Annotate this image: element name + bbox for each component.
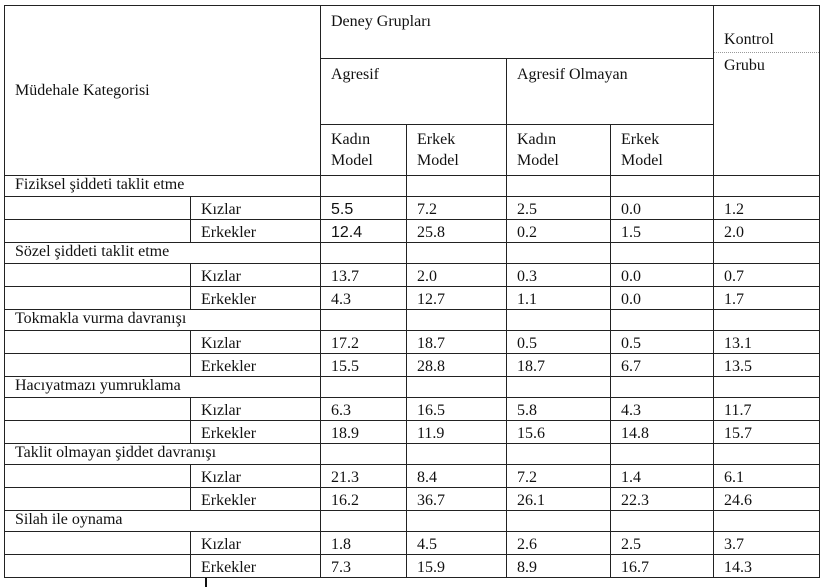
empty-cell [5,220,191,243]
deney-gruplari-header [321,6,714,59]
empty-cell [321,310,407,331]
value-cell: 0.5 [507,331,611,354]
empty-cell [611,377,714,398]
value-cell: 36.7 [407,488,507,511]
category-name: Taklit olmayan şiddet davranışı [15,444,217,461]
category-label [5,243,321,264]
value-cell: 0.7 [714,264,820,287]
value-cell: 15.5 [321,354,407,377]
category-row [5,176,820,197]
empty-cell [5,287,191,310]
value-cell: 2.6 [507,532,611,555]
value-cell: 8.4 [407,465,507,488]
empty-cell [714,243,820,264]
value-cell: 4.3 [321,287,407,310]
value-cell: 1.8 [321,532,407,555]
category-row [5,310,820,331]
value-cell: 0.0 [611,264,714,287]
group-label: Kızlar [191,532,321,555]
empty-cell [611,511,714,532]
value-cell: 0.0 [611,287,714,310]
value-cell: 21.3 [321,465,407,488]
value-cell: 18.9 [321,421,407,444]
erkek-text: Erkek [621,131,660,148]
deney-gruplari-text: Deney Grupları [331,13,431,30]
group-label: Erkekler [191,555,321,578]
value-cell: 3.7 [714,532,820,555]
table-row [5,398,820,421]
erkek-text: Erkek [417,131,456,148]
table-row [5,421,820,444]
value-cell: 15.9 [407,555,507,578]
empty-cell [507,176,611,197]
empty-cell [611,243,714,264]
group-label: Erkekler [191,220,321,243]
value-cell: 4.5 [407,532,507,555]
category-name: Sözel şiddeti taklit etme [15,243,170,260]
table-row [5,264,820,287]
value-cell: 17.2 [321,331,407,354]
empty-cell [5,264,191,287]
value-cell: 6.3 [321,398,407,421]
value-cell: 2.0 [714,220,820,243]
value-cell: 2.0 [407,264,507,287]
dotted-divider [714,52,819,53]
empty-cell [407,444,507,465]
value-cell: 13.7 [321,264,407,287]
empty-cell [611,176,714,197]
category-name: Silah ile oynama [15,511,123,528]
agresif-kadin-model-header [321,125,407,176]
value-cell: 1.5 [611,220,714,243]
category-label [5,310,321,331]
value-cell: 7.2 [507,465,611,488]
value-cell: 12.7 [407,287,507,310]
data-table [4,5,820,578]
empty-cell [321,176,407,197]
kontrol-text: Kontrol [724,31,774,48]
model-text: Model [517,152,559,169]
value-cell: 5.8 [507,398,611,421]
value-cell: 0.2 [507,220,611,243]
kontrol-grubu-header [714,6,820,176]
empty-cell [407,243,507,264]
category-name: Tokmakla vurma davranışı [15,310,187,327]
empty-cell [507,310,611,331]
category-label [5,511,321,532]
empty-cell [5,532,191,555]
value-cell: 26.1 [507,488,611,511]
agresif-olmayan-header [507,59,714,125]
value-cell: 18.7 [407,331,507,354]
agresif-erkek-model-header [407,125,507,176]
table-row [5,465,820,488]
empty-cell [321,243,407,264]
empty-cell [321,377,407,398]
value-cell: 4.3 [611,398,714,421]
group-label: Kızlar [191,398,321,421]
group-label: Kızlar [191,465,321,488]
empty-cell [507,377,611,398]
table-row [5,532,820,555]
value-cell: 13.5 [714,354,820,377]
model-text: Model [331,152,373,169]
empty-cell [714,511,820,532]
agresif-header [321,59,507,125]
empty-cell [507,243,611,264]
kadin-text: Kadın [517,131,557,148]
value-cell: 12.4 [321,220,407,243]
value-cell: 2.5 [611,532,714,555]
agresif-olmayan-text: Agresif Olmayan [517,66,628,83]
empty-cell [714,310,820,331]
value-cell: 14.3 [714,555,820,578]
table-row [5,197,820,220]
grubu-text: Grubu [724,57,765,74]
value-cell: 13.1 [714,331,820,354]
empty-cell [5,488,191,511]
group-label: Erkekler [191,287,321,310]
value-cell: 28.8 [407,354,507,377]
empty-cell [5,398,191,421]
group-label: Erkekler [191,488,321,511]
empty-cell [407,511,507,532]
value-cell: 0.0 [611,197,714,220]
category-row [5,511,820,532]
table-row [5,555,820,578]
value-cell: 7.2 [407,197,507,220]
row-label-header-text: Müdehale Kategorisi [15,81,150,99]
value-cell: 11.9 [407,421,507,444]
empty-cell [5,197,191,220]
empty-cell [407,176,507,197]
empty-cell [611,310,714,331]
value-cell: 25.8 [407,220,507,243]
value-cell: 16.2 [321,488,407,511]
group-label: Kızlar [191,197,321,220]
value-cell: 24.6 [714,488,820,511]
value-cell: 1.2 [714,197,820,220]
empty-cell [321,444,407,465]
value-cell: 11.7 [714,398,820,421]
empty-cell [714,444,820,465]
empty-cell [407,377,507,398]
value-cell: 2.5 [507,197,611,220]
model-text: Model [621,152,663,169]
value-cell: 1.1 [507,287,611,310]
value-cell: 1.4 [611,465,714,488]
category-row [5,243,820,264]
value-cell: 16.7 [611,555,714,578]
category-name: Hacıyatmazı yumruklama [15,377,181,394]
category-label [5,444,321,465]
text-cursor-mark [205,578,207,587]
empty-cell [507,444,611,465]
value-cell: 6.1 [714,465,820,488]
empty-cell [5,354,191,377]
row-label-header [5,6,321,176]
table-row [5,287,820,310]
kadin-text: Kadın [331,131,371,148]
category-row [5,444,820,465]
group-label: Kızlar [191,331,321,354]
value-cell: 1.7 [714,287,820,310]
empty-cell [714,176,820,197]
table-row [5,488,820,511]
table-row [5,331,820,354]
value-cell: 8.9 [507,555,611,578]
agresif-olmayan-kadin-model-header [507,125,611,176]
value-cell: 0.5 [611,331,714,354]
header-row-1 [5,6,820,59]
value-cell: 6.7 [611,354,714,377]
group-label: Erkekler [191,421,321,444]
value-cell: 15.7 [714,421,820,444]
category-label [5,377,321,398]
value-cell: 14.8 [611,421,714,444]
model-text: Model [417,152,459,169]
category-row [5,377,820,398]
value-cell: 18.7 [507,354,611,377]
value-cell: 0.3 [507,264,611,287]
agresif-text: Agresif [331,66,379,83]
value-cell: 22.3 [611,488,714,511]
category-name: Fiziksel şiddeti taklit etme [15,176,185,193]
agresif-olmayan-erkek-model-header [611,125,714,176]
value-cell: 16.5 [407,398,507,421]
value-cell: 5.5 [321,197,407,220]
empty-cell [321,511,407,532]
empty-cell [5,421,191,444]
table-row [5,220,820,243]
empty-cell [714,377,820,398]
group-label: Erkekler [191,354,321,377]
value-cell: 15.6 [507,421,611,444]
empty-cell [611,444,714,465]
group-label: Kızlar [191,264,321,287]
empty-cell [5,555,191,578]
empty-cell [5,465,191,488]
empty-cell [407,310,507,331]
value-cell: 7.3 [321,555,407,578]
empty-cell [5,331,191,354]
empty-cell [507,511,611,532]
category-label [5,176,321,197]
table-row [5,354,820,377]
